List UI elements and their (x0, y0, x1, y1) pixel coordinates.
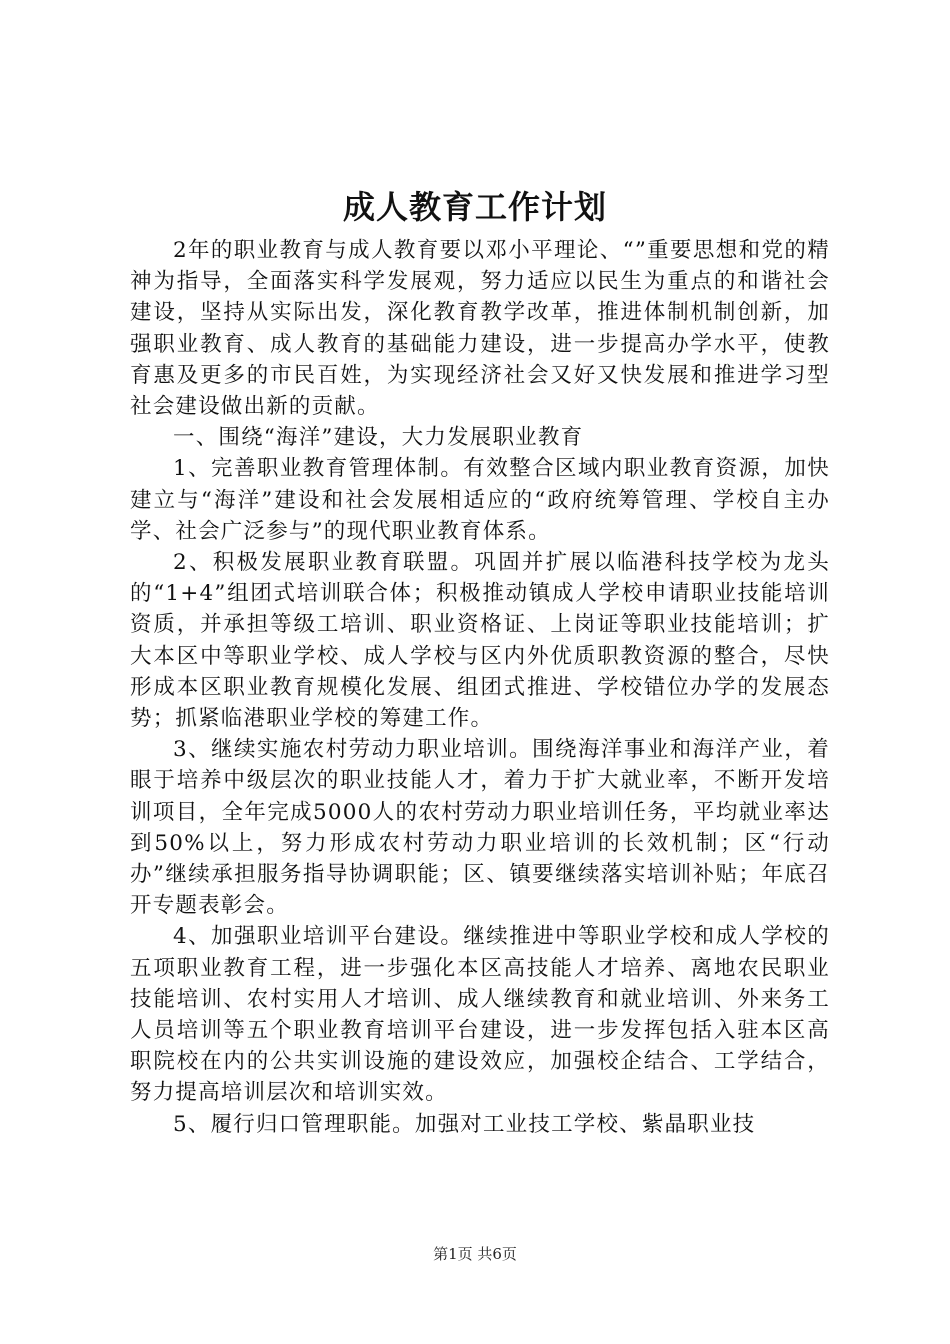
paragraph-item-2: 2、积极发展职业教育联盟。巩固并扩展以临港科技学校为龙头的“1+4”组团式培训联合体；积极推动镇成人学校申请职业技能培训资质，并承担等级工培训、职业资格证、上岗证等职业技能培训；扩大本区中等职业学校、成人学校与区内外优质职教资源的整合，尽快形成本区职业教育规模化发展、组团式推进、学校错位办学的发展态势；抓紧临港职业学校的筹建工作。 (130, 550, 830, 732)
paragraph-item-4: 4、加强职业培训平台建设。继续推进中等职业学校和成人学校的五项职业教育工程，进一步强化本区高技能人才培养、离地农民职业技能培训、农村实用人才培训、成人继续教育和就业培训、外来务工人员培训等五个职业教育培训平台建设，进一步发挥包括入驻本区高职院校在内的公共实训设施的建设效应，加强校企结合、工学结合，努力提高培训层次和培训实效。 (130, 924, 830, 1106)
document-body (130, 235, 830, 1140)
page-number-footer: 第1页 共6页 (433, 1245, 517, 1263)
paragraph-item-5: 5、履行归口管理职能。加强对工业技工学校、紫晶职业技 (173, 1111, 756, 1137)
section-heading-1: 一、围绕“海洋”建设，大力发展职业教育 (173, 425, 584, 451)
paragraph-item-1: 1、完善职业教育管理体制。有效整合区域内职业教育资源，加快建立与“海洋”建设和社会发展相适应的“政府统筹管理、学校自主办学、社会广泛参与”的现代职业教育体系。 (130, 456, 830, 544)
document-title: 成人教育工作计划 (342, 188, 607, 226)
paragraph-intro: 2年的职业教育与成人教育要以邓小平理论、“”重要思想和党的精神为指导，全面落实科学发展观，努力适应以民生为重点的和谐社会建设，坚持从实际出发，深化教育教学改革，推进体制机制创新，加强职业教育、成人教育的基础能力建设，进一步提高办学水平，使教育惠及更多的市民百姓，为实现经济社会又好又快发展和推进学习型社会建设做出新的贡献。 (130, 238, 830, 420)
paragraph-item-3: 3、继续实施农村劳动力职业培训。围绕海洋事业和海洋产业，着眼于培养中级层次的职业技能人才，着力于扩大就业率，不断开发培训项目，全年完成5000人的农村劳动力职业培训任务，平均就业率达到50%以上，努力形成农村劳动力职业培训的长效机制；区“行动办”继续承担服务指导协调职能；区、镇要继续落实培训补贴；年底召开专题表彰会。 (130, 737, 830, 919)
